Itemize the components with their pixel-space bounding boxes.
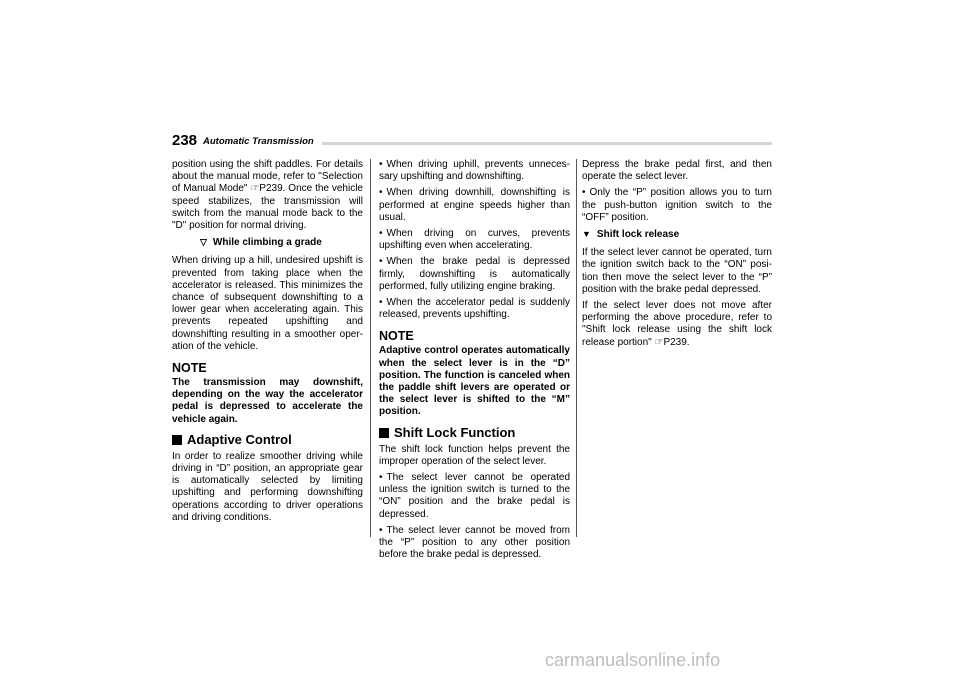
column-3 [582,159,772,353]
paragraph: When driving up a hill, undesired upshift is prevented from taking place when the accelerator is released. This minimizes the chance of subsequent downshifting to a lower gear when accelerating again. This prevents repeated upshifting and downshifting resulting in a smoother operation of the vehicle. [172,255,363,352]
subheading-climbing-grade [172,236,363,249]
page-number: 238 [172,132,198,149]
column-divider [576,159,577,537]
note-body: The transmission may downshift, depending on the way the accelerator pedal is depressed to accelerate the vehicle again. [172,377,363,425]
open-triangle-icon: ▽ [200,237,207,248]
bullet-item: • Only the “P” position allows you to turn the push-button ignition switch to the “OFF” position. [582,187,772,223]
bullet-dot-icon: • [379,472,383,484]
note-title: NOTE [379,329,414,344]
column-divider [370,159,371,537]
section-heading-adaptive-control [172,432,363,447]
bullet-dot-icon: • [379,159,383,170]
bullet-item: • The select lever cannot be moved from the “P” position to any other position before the brake pedal is depressed. [379,524,570,561]
paragraph: In order to realize smoother driving while driving in “D” position, an appropriate gear is automatically selected by limiting upshifting and performing downshifting operations according to driver operations and driving conditions. [172,450,363,523]
paragraph: If the select lever does not move after performing the above procedure, refer to "Shift lock release using the shift lock release portion" ☞P239. [582,300,772,348]
bullet-item: • When driving downhill, downshifting is performed at engine speeds higher than usual. [379,187,570,223]
section-heading-text: Adaptive Control [187,431,292,447]
bullet-item: • When the brake pedal is depressed firmly, downshifting is automatically performed, fully utilizing engine braking. [379,256,570,292]
subheading-text: Shift lock release [596,229,680,241]
bullet-dot-icon: • [379,524,383,536]
watermark: carmanualsonline.info [545,650,721,670]
section-heading-text: Shift Lock Function [394,424,516,440]
paragraph: If the select lever cannot be operated, turn the ignition switch back to the “ON” position then move the select lever to the “P” position with the brake pedal depressed. [582,247,772,295]
subheading-text: While climbing a grade [212,237,322,249]
bullet-item: • When the accelerator pedal is suddenly released, prevents upshifting. [379,297,570,321]
bullet-dot-icon: • [379,297,383,309]
note-body: Adaptive control operates automatically when the select lever is in the “D” position. The function is canceled when the paddle shift levers are operated or the select lever is shifted to the “M” position. [379,345,570,418]
bullet-dot-icon: • [379,187,383,199]
square-bullet-icon [172,435,182,445]
header-section-title: Automatic Transmission [203,136,314,147]
bullet-dot-icon: • [379,228,383,240]
paragraph: position using the shift paddles. For details about the manual mode, refer to "Selection of Manual Mode" ☞P239. Once the vehicle speed stabilizes, the transmission will switch from the manual mode back to the "D" position for normal driving. [172,159,363,232]
paragraph: Depress the brake pedal first, and then operate the select lever. [582,159,772,183]
square-bullet-icon [379,428,389,438]
note-title: NOTE [172,361,207,376]
bullet-dot-icon: • [379,256,383,268]
paragraph: The shift lock function helps prevent the improper operation of the select lever. [379,443,570,467]
bullet-dot-icon: • [582,187,586,199]
column-1 [172,159,363,528]
column-2 [379,159,570,565]
bullet-item: • The select lever cannot be operated unless the ignition switch is turned to the “ON” position and the brake pedal is depressed. [379,472,570,520]
bullet-item: • When driving uphill, prevents unnecessary upshifting and downshifting. [379,159,570,183]
header-rule [322,142,772,145]
section-heading-shift-lock [379,425,570,440]
filled-triangle-icon: ▼ [582,229,591,240]
bullet-item: • When driving on curves, prevents upshifting even when accelerating. [379,228,570,252]
subheading-shift-lock-release [582,228,772,241]
page-header [172,132,772,152]
